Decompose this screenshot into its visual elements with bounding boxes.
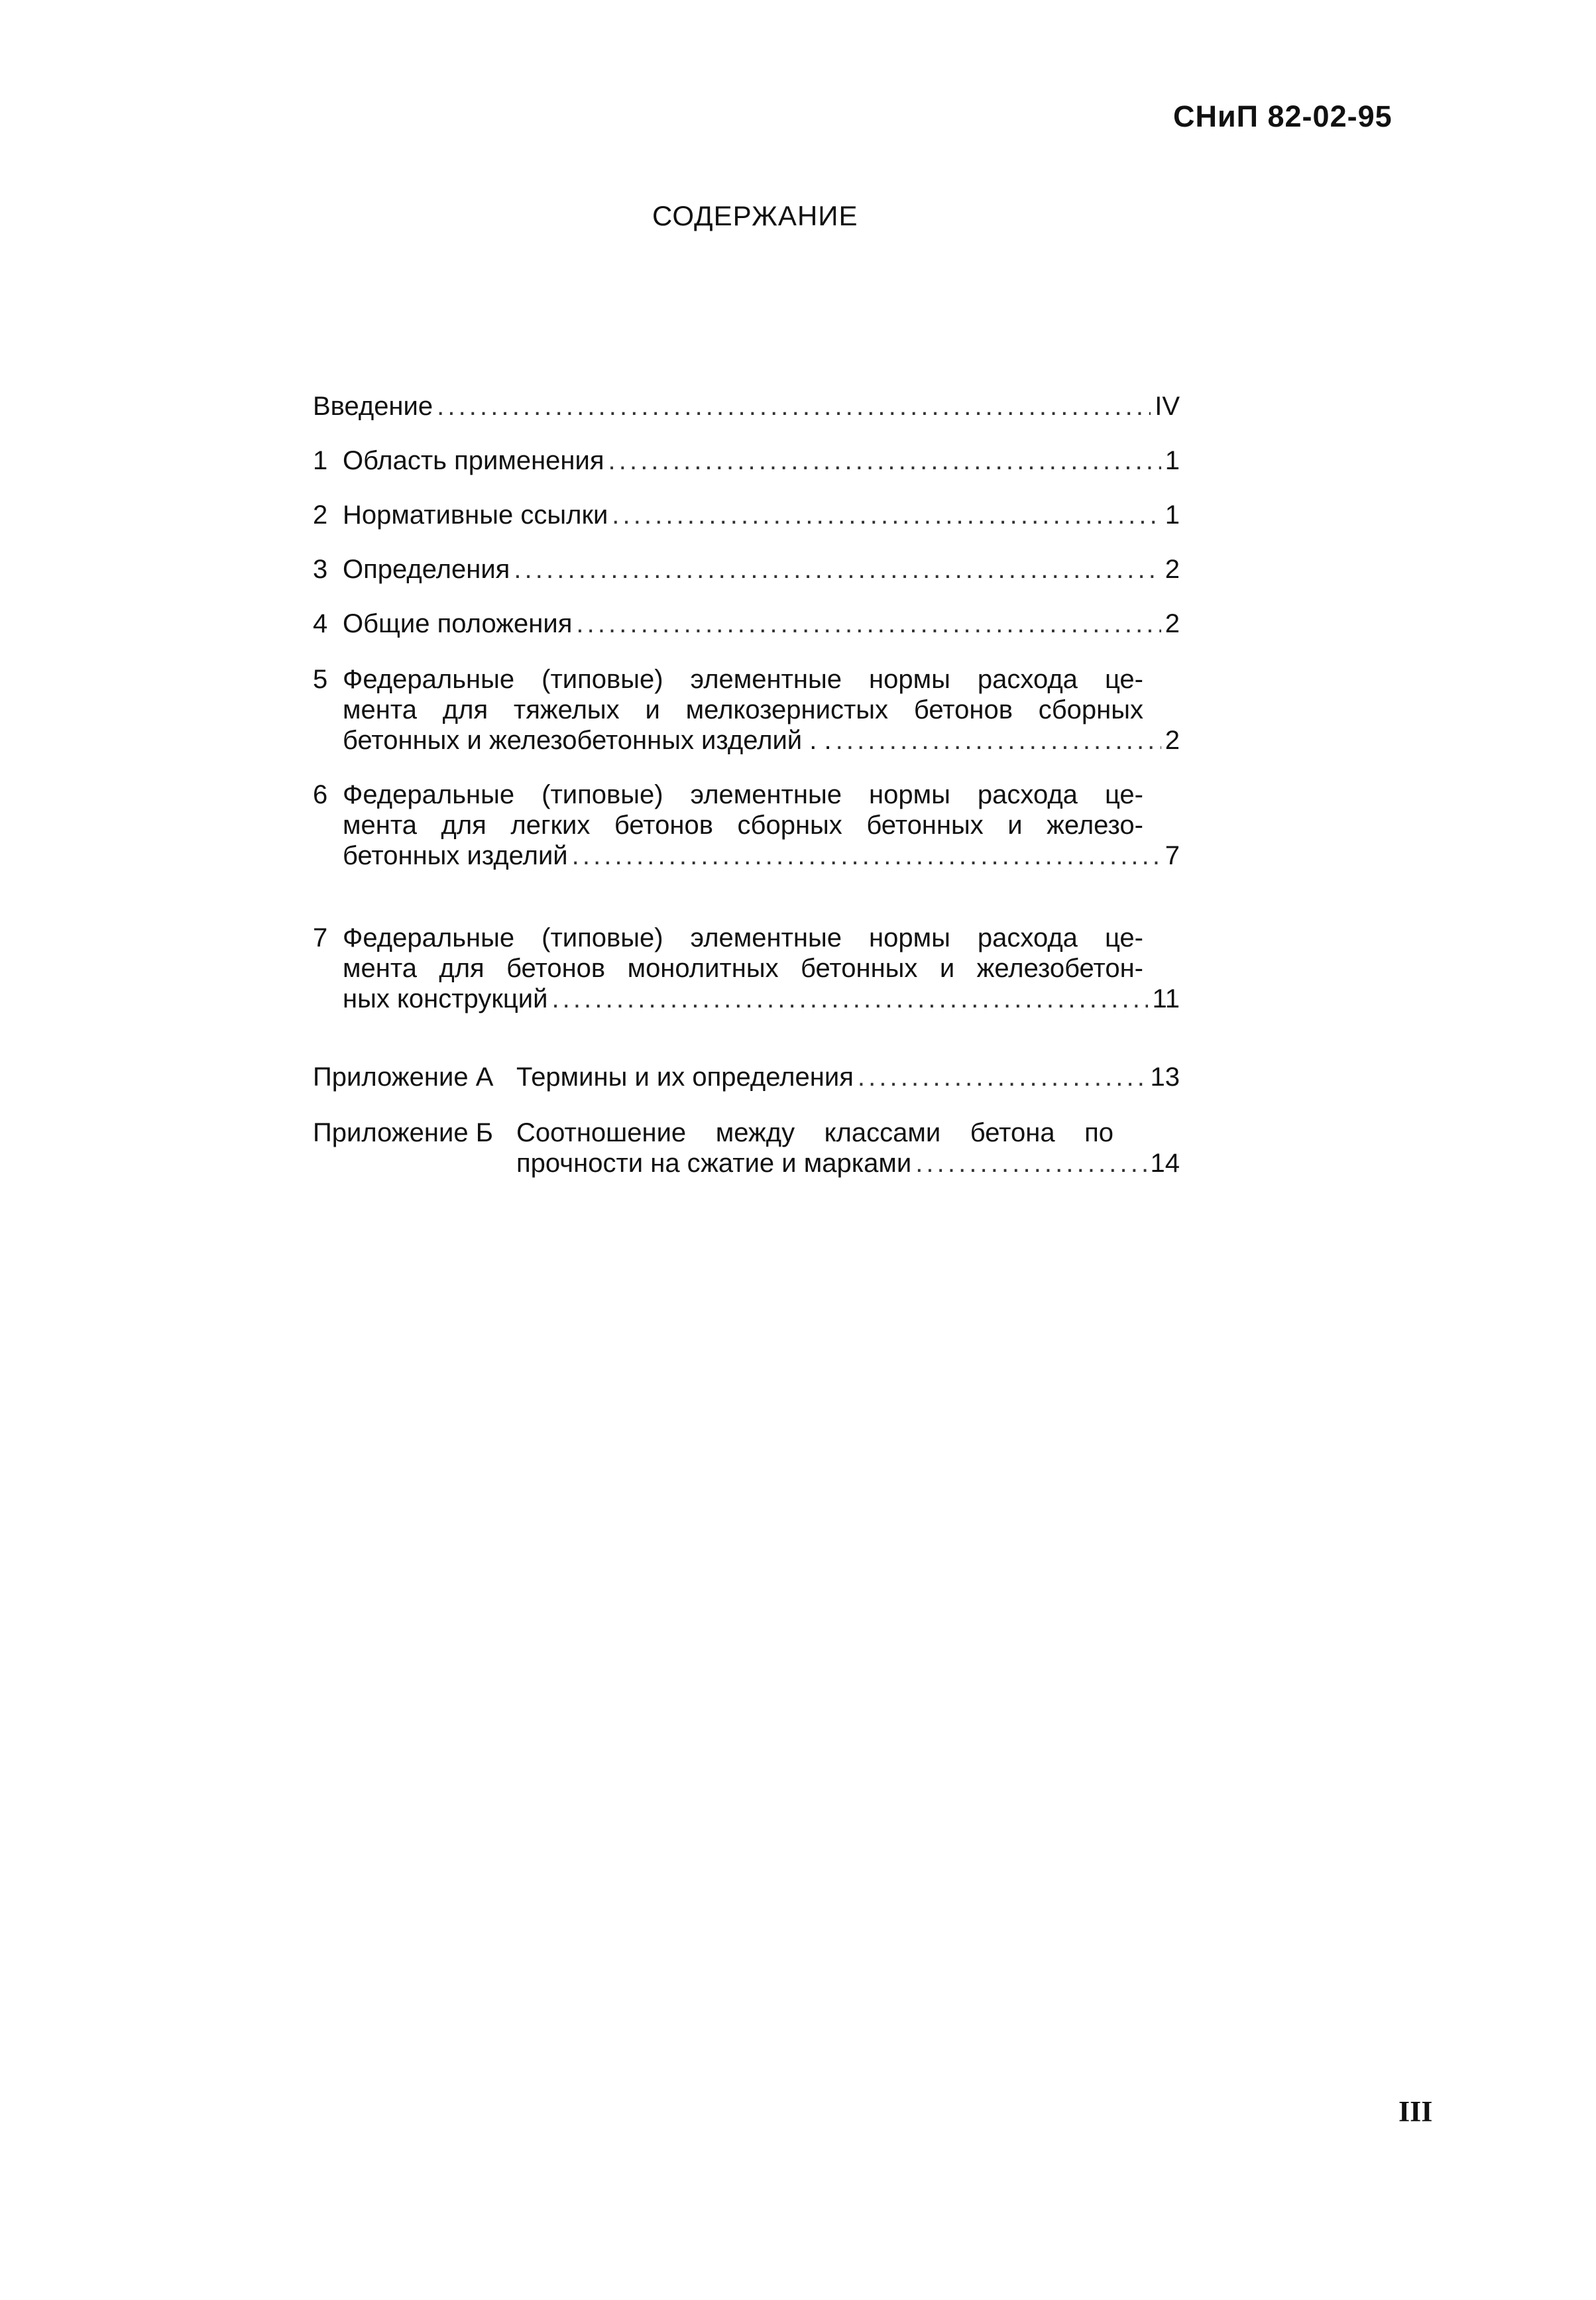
toc-entry-page: 2 — [1165, 726, 1180, 755]
toc-entry-4[interactable] — [313, 608, 1180, 639]
leader-dots — [836, 725, 1161, 756]
toc-entry-page: 2 — [1165, 609, 1180, 638]
toc-entry-page: 2 — [1165, 555, 1180, 584]
toc-appendix-b[interactable] — [313, 1118, 1180, 1179]
leader-dots — [437, 391, 1151, 422]
toc-entry-page: 1 — [1165, 500, 1180, 530]
toc-entry-title: Общие положения — [343, 609, 573, 638]
toc-entry-title: Область применения — [343, 446, 604, 475]
toc-entry-page: 11 — [1152, 984, 1180, 1013]
appendix-label: Приложение А — [313, 1063, 494, 1092]
toc-entry-number: 6 — [313, 780, 328, 809]
page-number: III — [1398, 2095, 1433, 2128]
leader-dots — [858, 1062, 1147, 1092]
toc-entry-title-line: мента для бетонов монолитных бетонных и железобетон- — [343, 954, 1143, 983]
leader-dots — [514, 554, 1161, 585]
leader-dots — [576, 608, 1161, 639]
toc-entry-2[interactable] — [313, 500, 1180, 530]
toc-entry-number: 7 — [313, 923, 328, 952]
toc-entry-title-line: бетонных и железобетонных изделий . . — [343, 726, 832, 755]
toc-entry-number: 2 — [313, 500, 328, 530]
toc-appendix-a[interactable] — [313, 1062, 1180, 1092]
toc-entry-title-line: прочности на сжатие и марками — [516, 1149, 912, 1178]
appendix-label: Приложение Б — [313, 1118, 493, 1147]
toc-entry-page: 13 — [1150, 1063, 1180, 1092]
toc-entry-title-line: бетонных изделий — [343, 841, 568, 870]
leader-dots — [915, 1148, 1146, 1179]
toc-entry-3[interactable] — [313, 554, 1180, 585]
toc-entry-title-line: Федеральные (типовые) элементные нормы расхода це- — [343, 923, 1143, 952]
toc-entry-title: Термины и их определения — [516, 1063, 854, 1092]
toc-entry-title: Нормативные ссылки — [343, 500, 608, 530]
toc-entry-title-line: мента для тяжелых и мелкозернистых бетонов сборных — [343, 695, 1143, 724]
toc-entry-6[interactable] — [313, 779, 1180, 871]
toc-title: СОДЕРЖАНИЕ — [652, 200, 858, 231]
toc-entry-number: 1 — [313, 446, 328, 475]
leader-dots — [551, 984, 1148, 1014]
toc-entry-1[interactable] — [313, 445, 1180, 476]
toc-entry-5[interactable] — [313, 664, 1180, 756]
toc-entry-title: Введение — [313, 392, 433, 421]
document-code: СНиП 82-02-95 — [1173, 99, 1393, 133]
toc-entry-page: 1 — [1165, 446, 1180, 475]
leader-dots — [612, 500, 1161, 530]
toc-entry-page: IV — [1155, 392, 1180, 421]
toc-entry-number: 5 — [313, 665, 328, 694]
toc-entry-title-line: Федеральные (типовые) элементные нормы расхода це- — [343, 780, 1143, 809]
toc-entry-title: Определения — [343, 555, 510, 584]
leader-dots — [608, 445, 1161, 476]
leader-dots — [572, 840, 1161, 871]
toc-entry-title-line: Соотношение между классами бетона по — [516, 1118, 1113, 1147]
toc-entry-title-line: ных конструкций — [343, 984, 548, 1013]
toc-entry-page: 7 — [1165, 841, 1180, 870]
toc-entry-introduction[interactable] — [313, 391, 1180, 422]
toc-entry-title-line: мента для легких бетонов сборных бетонных и железо- — [343, 811, 1143, 840]
toc-entry-title-line: Федеральные (типовые) элементные нормы расхода це- — [343, 665, 1143, 694]
toc-entry-number: 4 — [313, 609, 328, 638]
toc-entry-7[interactable] — [313, 923, 1180, 1014]
toc-entry-page: 14 — [1150, 1149, 1180, 1178]
toc-entry-number: 3 — [313, 555, 328, 584]
